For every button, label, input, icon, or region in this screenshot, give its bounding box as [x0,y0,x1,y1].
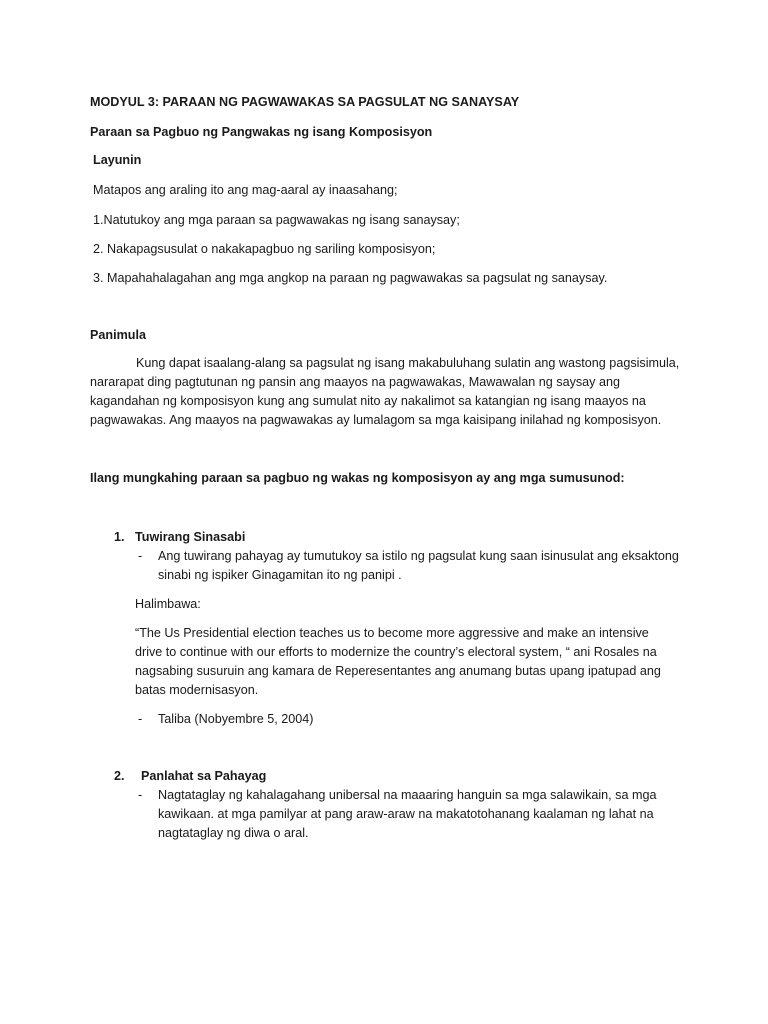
panimula-heading: Panimula [90,328,146,342]
panimula-paragraph [90,354,690,430]
item-2-description: Nagtataglay ng kahalagahang unibersal na maaaring hanguin sa mga salawikain, sa mga kawikaan. at mga pamilyar at pang araw-araw na makatotohanang kaalaman ng lahat na nagtataglay ng diwa o aral. [158,788,657,840]
item-1-bullet: - [138,549,143,563]
ways-heading: Ilang mungkahing paraan sa pagbuo ng wakas ng komposisyon ay ang mga sumusunod: [90,471,625,485]
item-2-number: 2. [114,769,125,783]
source-bullet: - [138,712,143,726]
item-1-title: Tuwirang Sinasabi [135,530,246,544]
module-title: MODYUL 3: PARAAN NG PAGWAWAKAS SA PAGSULAT NG SANAYSAY [90,95,520,109]
section-subtitle: Paraan sa Pagbuo ng Pangwakas ng isang Komposisyon [90,125,433,139]
example-source: Taliba (Nobyembre 5, 2004) [158,712,314,726]
item-1-description: Ang tuwirang pahayag ay tumutukoy sa istilo ng pagsulat kung saan isinusulat ang eksaktong sinabi ng ispiker Ginagamitan ito ng panipi . [158,549,679,582]
item-2-bullet: - [138,788,143,802]
objective-2: 2. Nakapagsusulat o nakakapagbuo ng sariling komposisyon; [93,242,436,256]
item-2-title: Panlahat sa Pahayag [141,769,267,783]
objective-3: 3. Mapahahalagahan ang mga angkop na paraan ng pagwawakas sa pagsulat ng sanaysay. [93,271,608,285]
example-quote: “The Us Presidential election teaches us to become more aggressive and make an intensive drive to continue with our efforts to modernize the country’s electoral system, “ ani Rosales na nagsabing susuruin ang kamara de Reperesentantes ang anumang butas upang ipatupad ang batas modernisasyon. [135,626,661,697]
item-1-number: 1. [114,530,125,544]
halimbawa-label: Halimbawa: [135,597,201,611]
layunin-heading: Layunin [93,153,142,167]
layunin-intro: Matapos ang araling ito ang mag-aaral ay inaasahang; [93,183,398,197]
panimula-text: Kung dapat isaalang-alang sa pagsulat ng isang makabuluhang sulatin ang wastong pagsisimula, nararapat ding pagtutunan ng pansin ang maayos na pagwawakas, Mawawalan ng saysay ang kagandahan ng komposisyon kung ang sumulat nito ay nakalimot sa katangian ng isang maayos na pagwawakas. Ang maayos na pagwawakas ay lumalagom sa mga kaisipang inilahad ng komposisyon. [90,356,680,427]
objective-1: 1.Natutukoy ang mga paraan sa pagwawakas ng isang sanaysay; [93,213,460,227]
